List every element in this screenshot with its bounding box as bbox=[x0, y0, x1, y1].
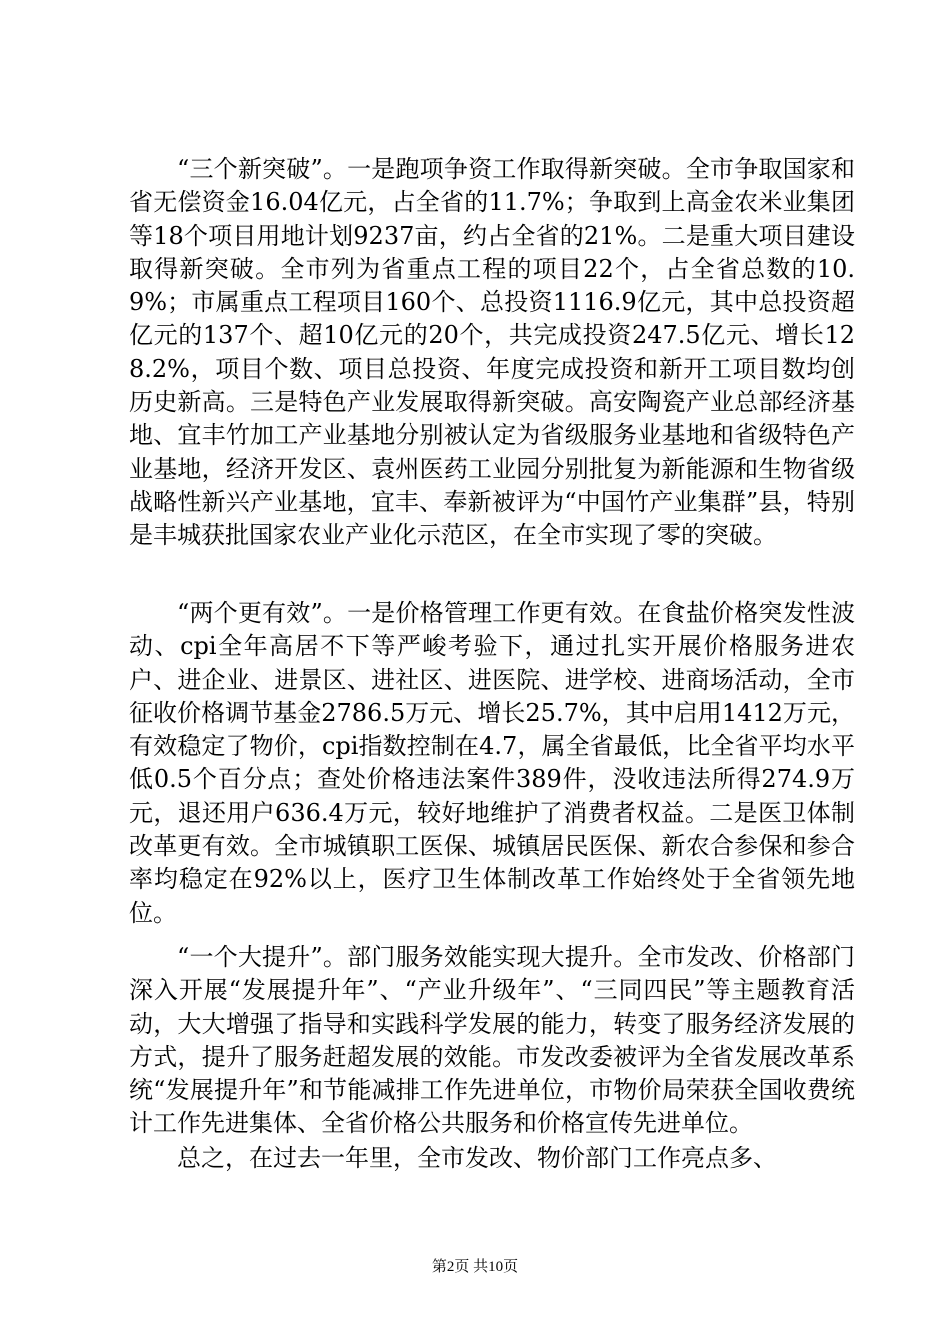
paragraph-three-breakthroughs bbox=[129, 153, 855, 553]
paragraph-one-big-improvement bbox=[129, 941, 855, 1141]
paragraph-text: “两个更有效”。一是价格管理工作更有效。在食盐价格突发性波动、cpi全年高居不下等严峻考验下，通过扎实开展价格服务进农户、进企业、进景区、进社区、进医院、进学校、进商场活动，全市征收价格调节基金2786.5万元、增长25.7%，其中启用1412万元，有效稳定了物价，cpi指数控制在4.7，属全省最低，比全省平均水平低0.5个百分点；查处价格违法案件389件，没收违法所得274.9万元，退还用户636.4万元，较好地维护了消费者权益。二是医卫体制改革更有效。全市城镇职工医保、城镇居民医保、新农合参保和参合率均稳定在92%以上，医疗卫生体制改革工作始终处于全省领先地位。 bbox=[129, 599, 855, 927]
paragraph-summary bbox=[129, 1142, 855, 1175]
paragraph-text: “一个大提升”。部门服务效能实现大提升。全市发改、价格部门深入开展“发展提升年”、“产业升级年”、“三同四民”等主题教育活动，大大增强了指导和实践科学发展的能力，转变了服务经济发展的方式，提升了服务赶超发展的效能。市发改委被评为全省发展改革系统“发展提升年”和节能减排工作先进单位，市物价局荣获全国收费统计工作先进集体、全省价格公共服务和价格宣传先进单位。 bbox=[129, 943, 855, 1138]
paragraph-two-more-effective bbox=[129, 597, 855, 930]
paragraph-text: “三个新突破”。一是跑项争资工作取得新突破。全市争取国家和省无偿资金16.04亿元，占全省的11.7%；争取到上高金农米业集团等18个项目用地计划9237亩，约占全省的21%。二是重大项目建设取得新突破。全市列为省重点工程的项目22个，占全省总数的10.9%；市属重点工程项目160个、总投资1116.9亿元，其中总投资超亿元的137个、超10亿元的20个，共完成投资247.5亿元、增长128.2%，项目个数、项目总投资、年度完成投资和新开工项目数均创历史新高。三是特色产业发展取得新突破。高安陶瓷产业总部经济基地、宜丰竹加工产业基地分别被认定为省级服务业基地和省级特色产业基地，经济开发区、袁州医药工业园分别批复为新能源和生物省级战略性新兴产业基地，宜丰、奉新被评为“中国竹产业集群”县，特别是丰城获批国家农业产业化示范区，在全市实现了零的突破。 bbox=[129, 155, 855, 550]
page-number-footer: 第2页 共10页 bbox=[431, 1259, 519, 1275]
paragraph-text: 总之，在过去一年里，全市发改、物价部门工作亮点多、 bbox=[177, 1144, 777, 1172]
